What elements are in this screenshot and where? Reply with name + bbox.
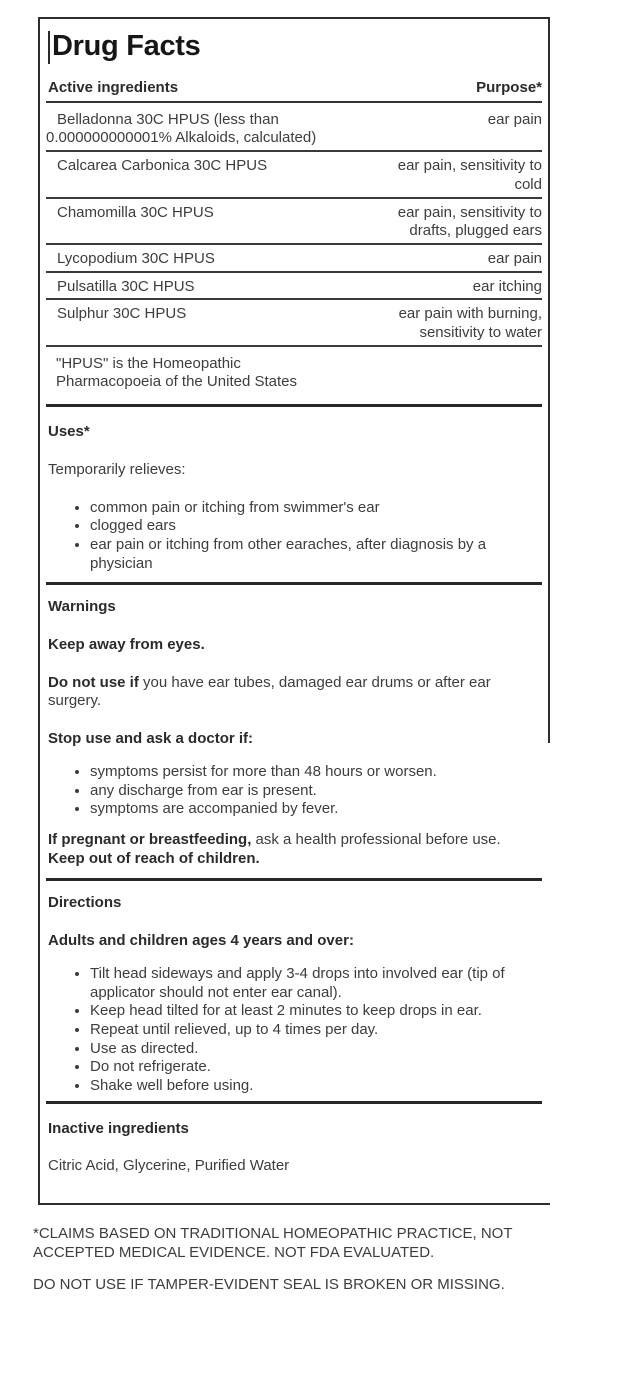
directions-list [46,965,542,1096]
active-ingredients-header: Active ingredients [48,79,179,96]
active-ingredients-header-row [46,79,542,103]
ingredient-row [46,273,542,301]
list-item: • any discharge from ear is present. [90,782,542,801]
list-item: • ear pain or itching from other earaches, after diagnosis by a physician [90,536,542,573]
warnings-heading: Warnings [48,598,116,616]
ingredient-purpose: ear pain [487,110,542,128]
purpose-header: Purpose* [476,79,542,96]
drug-facts-title: Drug Facts [52,30,201,62]
list-item: • Tilt head sideways and apply 3-4 drops into involved ear (tip of applicator should not enter ear canal). [90,965,542,1002]
inactive-heading: Inactive ingredients [48,1119,189,1137]
drug-facts-label[interactable] [38,17,550,1205]
ingredient-purpose: ear pain with burning, sensitivity to water [398,305,542,342]
list-item: • symptoms are accompanied by fever. [90,800,542,819]
text-cursor [48,31,50,64]
section-divider [46,582,542,585]
ingredient-row [46,199,542,245]
ingredient-row [46,103,542,152]
label-footer [33,1225,547,1294]
do-not-use-text: Do not use if you have ear tubes, damaged ear drums or after ear surgery. [48,673,491,710]
uses-list [46,499,542,574]
tamper-warning: DO NOT USE IF TAMPER-EVIDENT SEAL IS BROKEN OR MISSING. [33,1275,505,1293]
title-row [48,29,542,64]
inactive-text: Citric Acid, Glycerine, Purified Water [48,1157,290,1175]
uses-intro: Temporarily relieves: [48,460,186,478]
list-item: • clogged ears [90,517,542,536]
hpus-footnote: "HPUS" is the Homeopathic Pharmacopoeia of the United States [56,354,297,391]
list-item: • Do not refrigerate. [90,1058,542,1077]
list-item: • Repeat until relieved, up to 4 times per day. [90,1021,542,1040]
section-divider [46,1101,542,1104]
box-right-border [548,19,550,743]
list-item: • Keep head tilted for at least 2 minutes to keep drops in ear. [90,1002,542,1021]
ingredient-row [46,245,542,273]
pregnant-text: If pregnant or breastfeeding, ask a health professional before use. Keep out of reach of children. [46,831,542,868]
list-item: • Shake well before using. [90,1077,542,1096]
ingredient-row [46,300,542,346]
ingredient-name: Calcarea Carbonica 30C HPUS [57,157,268,175]
ingredient-purpose: ear pain, sensitivity to drafts, plugged ears [397,203,542,240]
ingredient-name: Sulphur 30C HPUS [57,305,187,323]
ingredient-purpose: ear pain, sensitivity to cold [397,157,542,193]
ingredient-name: Belladonna 30C HPUS (less than 0.000000000001% Alkaloids, calculated) [46,110,317,147]
keep-away-text: Keep away from eyes. [48,636,205,654]
ingredient-row [46,152,542,198]
claims-disclaimer: *CLAIMS BASED ON TRADITIONAL HOMEOPATHIC PRACTICE, NOT ACCEPTED MEDICAL EVIDENCE. NOT FDA EVALUATED. [33,1225,513,1261]
list-item: • symptoms persist for more than 48 hours or worsen. [90,763,542,782]
stop-use-heading: Stop use and ask a doctor if: [48,730,254,748]
ingredient-name: Chamomilla 30C HPUS [57,203,214,221]
children-text: Keep out of reach of children. [48,849,260,867]
warnings-list [46,763,542,819]
list-item: • Use as directed. [90,1040,542,1059]
directions-subheading: Adults and children ages 4 years and over: [48,932,354,950]
section-divider [46,404,542,407]
ingredient-purpose: ear pain [487,249,542,267]
section-divider [46,878,542,881]
uses-heading: Uses* [48,423,90,441]
directions-heading: Directions [48,894,122,912]
list-item: • common pain or itching from swimmer's ear [90,499,542,518]
ingredient-purpose: ear itching [472,277,542,295]
ingredient-name: Pulsatilla 30C HPUS [57,277,195,295]
ingredient-name: Lycopodium 30C HPUS [57,249,215,267]
